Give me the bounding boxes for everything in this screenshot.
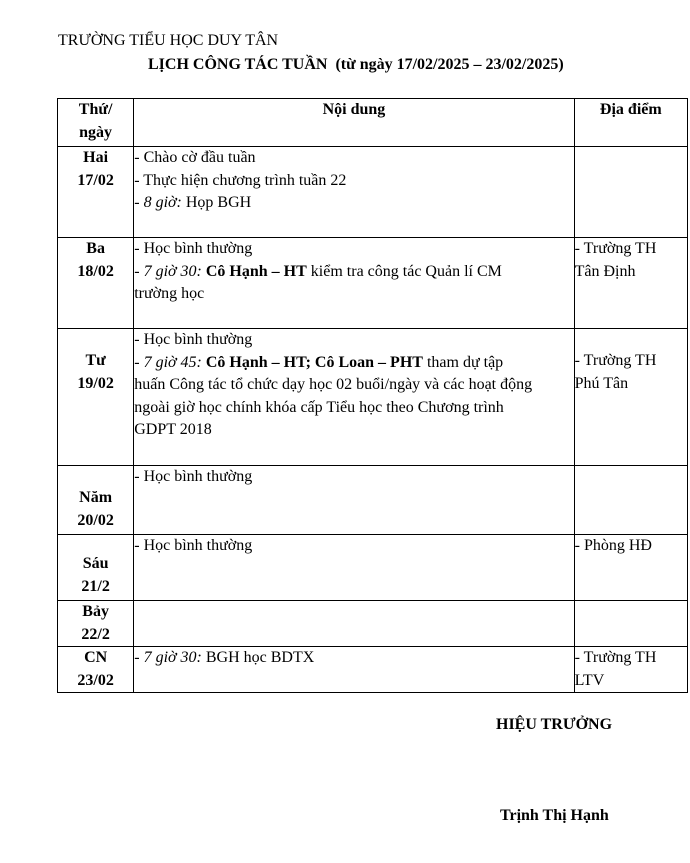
content-cell: - 7 giờ 30: BGH học BDTX xyxy=(134,647,574,693)
place-cell xyxy=(574,147,687,238)
day-cell: Sáu 21/2 xyxy=(58,535,134,601)
title-date-range: (từ ngày 17/02/2025 – 23/02/2025) xyxy=(335,56,564,73)
table-header-row xyxy=(58,99,688,147)
table-row xyxy=(58,466,688,535)
header-content: Nội dung xyxy=(134,99,574,147)
content-cell xyxy=(134,601,574,647)
place-cell: - Trường TH Phú Tân xyxy=(574,329,687,466)
table-row xyxy=(58,329,688,466)
day-cell: Hai 17/02 xyxy=(58,147,134,238)
day-cell: Năm 20/02 xyxy=(58,466,134,535)
table-row xyxy=(58,238,688,329)
content-cell: - Học bình thường - 7 giờ 45: Cô Hạnh – HT; Cô Loan – PHT tham dự tập huấn Công tác tổ chức dạy học 02 buổi/ngày và các hoạt động ngoài giờ học chính khóa cấp Tiểu học theo Chương trình GDPT 2018 xyxy=(134,329,574,466)
day-cell: CN 23/02 xyxy=(58,647,134,693)
content-cell: - Học bình thường - 7 giờ 30: Cô Hạnh – HT kiểm tra công tác Quản lí CM trường học xyxy=(134,238,574,329)
day-cell: Bảy 22/2 xyxy=(58,601,134,647)
signature-title: HIỆU TRƯỞNG xyxy=(496,716,613,733)
day-cell: Tư 19/02 xyxy=(58,329,134,466)
title-main: LỊCH CÔNG TÁC TUẦN xyxy=(148,56,328,73)
place-cell xyxy=(574,601,687,647)
school-name: TRƯỜNG TIỂU HỌC DUY TÂN xyxy=(58,32,279,49)
place-cell: - Trường TH Tân Định xyxy=(574,238,687,329)
table-row xyxy=(58,647,688,693)
place-cell xyxy=(574,466,687,535)
signature-name: Trịnh Thị Hạnh xyxy=(500,807,609,824)
schedule-table xyxy=(57,98,688,693)
header-day: Thứ/ ngày xyxy=(58,99,134,147)
place-cell: - Phòng HĐ xyxy=(574,535,687,601)
content-cell: - Học bình thường xyxy=(134,466,574,535)
day-cell: Ba 18/02 xyxy=(58,238,134,329)
content-cell: - Chào cờ đầu tuần - Thực hiện chương trình tuần 22 - 8 giờ: Họp BGH xyxy=(134,147,574,238)
place-cell: - Trường TH LTV xyxy=(574,647,687,693)
page-title xyxy=(148,56,564,74)
table-row xyxy=(58,535,688,601)
table-row xyxy=(58,601,688,647)
content-cell: - Học bình thường xyxy=(134,535,574,601)
table-row xyxy=(58,147,688,238)
header-place: Địa điểm xyxy=(574,99,687,147)
